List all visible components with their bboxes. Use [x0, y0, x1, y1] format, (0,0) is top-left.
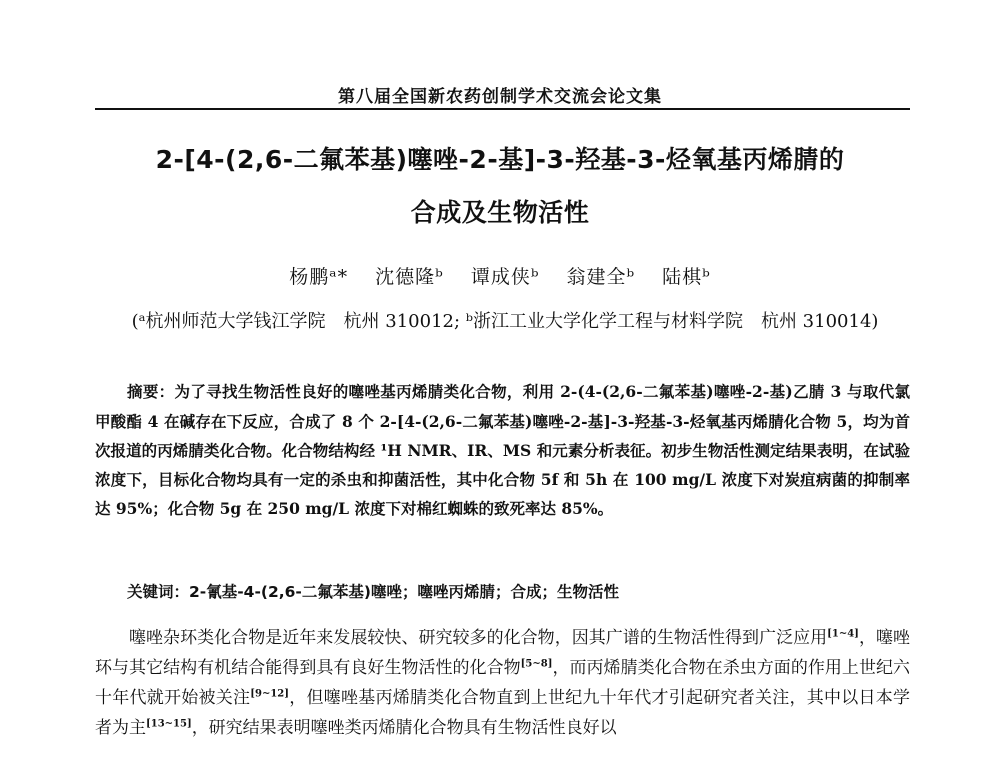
abstract-label: 摘要： [127, 383, 175, 401]
keywords-text: 2-氰基-4-(2,6-二氟苯基)噻唑；噻唑丙烯腈；合成；生物活性 [189, 583, 619, 601]
abstract-text: 为了寻找生物活性良好的噻唑基丙烯腈类化合物，利用 2-(4-(2,6-二氟苯基)噻唑-2-基)乙腈 3 与取代氯甲酸酯 4 在碱存在下反应，合成了 8 个 2-[4-(2,6-二氟苯基)噻唑-2-基]-3-羟基-3-烃氧基丙烯腈化合物 5，均为首次报道的丙烯腈类化合物。化合物结构经 ¹H NMR、IR、MS 和元素分析表征。初步生物活性测定结果表明，在试验浓度下，目标化合物均具有一定的杀虫和抑菌活性，其中化合物 5f 和 5h 在 100 mg/L 浓度下对炭疽病菌的抑制率达 95%；化合物 5g 在 250 mg/L 浓度下对棉红蜘蛛的致死率达 85%。 [95, 382, 910, 518]
author: 沈德隆ᵇ [375, 266, 444, 288]
title-line-2: 合成及生物活性 [410, 198, 590, 227]
body-text-segment: ，而丙烯腈类化合物在杀虫方面的作用上世纪六十年代就开始被关注 [95, 658, 911, 708]
citation: [9~12] [250, 688, 289, 700]
author-list [0, 262, 1000, 289]
body-text-segment: ，研究结果表明噻唑类丙烯腈化合物具有生物活性良好以 [191, 718, 617, 738]
body-text-segment: 噻唑杂环类化合物是近年来发展较快、研究较多的化合物，因其广谱的生物活性得到广泛应用 [129, 628, 828, 648]
body-text-segment: ，噻唑环与其它结构有机结合能得到具有良好生物活性的化合物 [95, 628, 911, 678]
citation: [5~8] [520, 658, 553, 670]
affiliation: (ᵃ杭州师范大学钱江学院 杭州 310012; ᵇ浙江工业大学化学工程与材料学院 杭州 310014) [131, 311, 879, 332]
citation: [13~15] [146, 718, 192, 730]
header-rule [95, 108, 910, 110]
author: 陆棋ᵇ [662, 266, 711, 288]
author: 杨鹏ᵃ* [289, 266, 349, 288]
body-paragraph [95, 623, 910, 743]
title-line-1: 2-[4-(2,6-二氟苯基)噻唑-2-基]-3-羟基-3-烃氧基丙烯腈的 [155, 145, 845, 174]
author: 谭成侠ᵇ [470, 266, 540, 288]
author: 翁建全ᵇ [566, 266, 636, 288]
abstract [95, 377, 910, 523]
citation: [1~4] [827, 628, 859, 640]
keywords [127, 580, 619, 602]
keywords-label: 关键词： [127, 583, 190, 601]
body-text-segment: ，但噻唑基丙烯腈类化合物直到上世纪九十年代才引起研究者关注，其中以日本学者为主 [95, 688, 911, 738]
running-head: 第八届全国新农药创制学术交流会论文集 [338, 87, 662, 107]
